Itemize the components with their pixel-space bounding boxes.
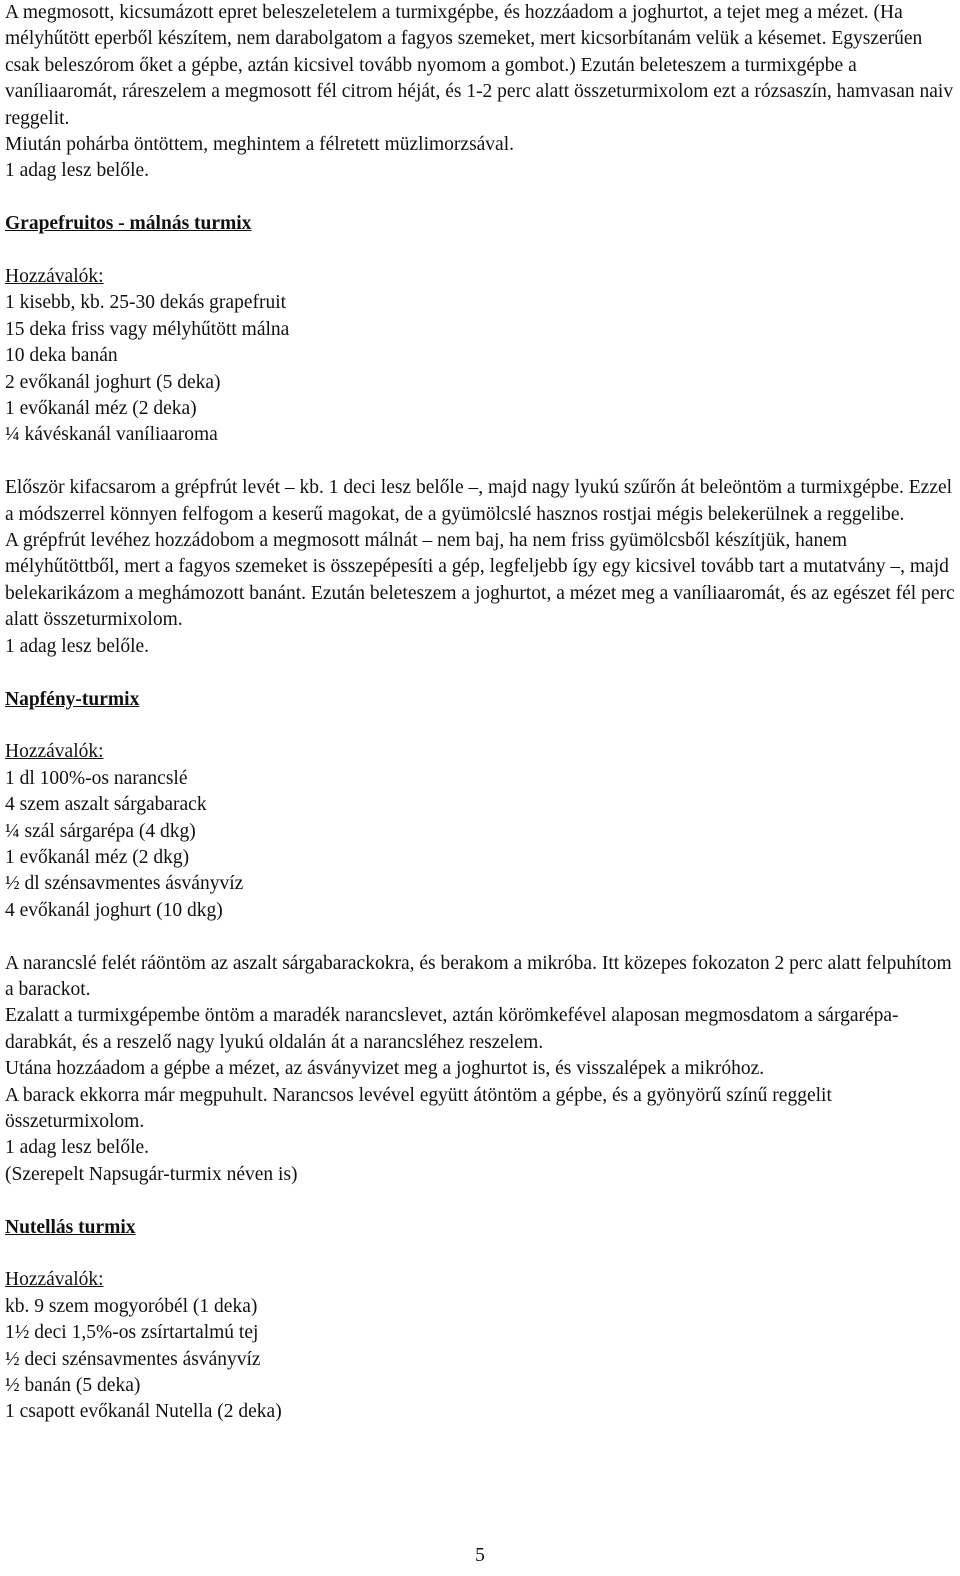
- ingredient-item: kb. 9 szem mogyoróbél (1 deka): [5, 1295, 258, 1317]
- intro-paragraph: Miután pohárba öntöttem, meghintem a félretett müzlimorzsával.: [5, 134, 515, 156]
- spacer: [5, 1188, 955, 1214]
- recipe-paragraph: 1 adag lesz belőle.: [5, 635, 150, 657]
- ingredients-label: Hozzávalók:: [5, 1269, 104, 1291]
- ingredient-item: 2 evőkanál joghurt (5 deka): [5, 371, 221, 393]
- spacer: [5, 449, 955, 475]
- intro-paragraph: A megmosott, kicsumázott epret beleszeletelem a turmixgépbe, és hozzáadom a joghurtot, a tejet meg a mézet. (Ha mélyhűtött eperből készítem, nem darabolgatom a fagyos szemeket, mert kicsorbítanám velük a késemet. Egyszerűen csak beleszórom őket a gépbe, aztán kicsivel tovább nyomom a gombot.) Ezután beleteszem a turmixgépbe a vaníliaaromát, ráreszelem a megmosott fél citrom héját, és 1-2 perc alatt összeturmixolom ezt a rózsaszín, hamvasan naiv reggelit.: [5, 2, 954, 129]
- ingredients-label: Hozzávalók:: [5, 266, 104, 288]
- recipe-nutella: [5, 1215, 955, 1426]
- recipe-title: Grapefruitos - málnás turmix: [5, 213, 252, 235]
- ingredient-item: 4 szem aszalt sárgabarack: [5, 794, 207, 816]
- spacer: [5, 1241, 955, 1267]
- recipe-paragraph: (Szerepelt Napsugár-turmix néven is): [5, 1163, 298, 1185]
- recipe-paragraph: A narancslé felét ráöntöm az aszalt sárgabarackokra, és berakom a mikróba. Itt közepes fokozaton 2 perc alatt felpuhítom a barackot.: [5, 952, 952, 1000]
- recipe-napfeny: [5, 687, 955, 1189]
- ingredient-item: 4 evőkanál joghurt (10 dkg): [5, 899, 223, 921]
- recipe-title: Napfény-turmix: [5, 688, 140, 710]
- ingredient-item: ¼ kávéskanál vaníliaaroma: [5, 424, 218, 446]
- spacer: [5, 660, 955, 686]
- ingredient-item: 1 dl 100%-os narancslé: [5, 767, 188, 789]
- ingredient-item: ½ banán (5 deka): [5, 1375, 141, 1396]
- intro-section: [5, 0, 955, 185]
- spacer: [5, 238, 955, 264]
- recipe-paragraph: A grépfrút levéhez hozzádobom a megmosott málnát – nem baj, ha nem friss gyümölcsből készítjük, hanem mélyhűtöttből, mert a fagyos szemeket is összepépesíti a gép, legfeljebb így egy kicsivel tovább tart a mutatvány –, majd belekarikázom a meghámozott banánt. Ezután beleteszem a joghurtot, a mézet meg a vaníliaaromát, és az egészet fél perc alatt összeturmixolom.: [5, 530, 955, 631]
- document-page: [5, 0, 955, 1426]
- page-number: 5: [475, 1545, 485, 1566]
- ingredient-item: 1 kisebb, kb. 25-30 dekás grapefruit: [5, 292, 287, 314]
- spacer: [5, 924, 955, 950]
- intro-paragraph: 1 adag lesz belőle.: [5, 160, 150, 182]
- ingredient-item: 1 evőkanál méz (2 dkg): [5, 846, 190, 868]
- ingredient-item: 1 csapott evőkanál Nutella (2 deka): [5, 1401, 282, 1423]
- spacer: [5, 713, 955, 739]
- ingredient-item: 1½ deci 1,5%-os zsírtartalmú tej: [5, 1322, 259, 1344]
- recipe-title: Nutellás turmix: [5, 1216, 136, 1238]
- ingredient-item: 10 deka banán: [5, 345, 118, 367]
- ingredient-item: ¼ szál sárgarépa (4 dkg): [5, 820, 196, 842]
- ingredient-item: ½ deci szénsavmentes ásványvíz: [5, 1348, 261, 1370]
- ingredients-label: Hozzávalók:: [5, 741, 104, 763]
- ingredient-item: ½ dl szénsavmentes ásványvíz: [5, 873, 244, 895]
- recipe-paragraph: Először kifacsarom a grépfrút levét – kb. 1 deci lesz belőle –, majd nagy lyukú szűrőn át beleöntöm a turmixgépbe. Ezzel a módszerrel könnyen felfogom a keserű magokat, de a gyümölcslé hasznos rostjai mégis belekerülnek a reggelibe.: [5, 477, 953, 525]
- recipe-grapefruit-raspberry: [5, 211, 955, 660]
- recipe-paragraph: 1 adag lesz belőle.: [5, 1137, 150, 1159]
- recipe-paragraph: A barack ekkorra már megpuhult. Narancsos levével együtt átöntöm a gépbe, és a gyönyörű színű reggelit összeturmixolom.: [5, 1084, 832, 1132]
- spacer: [5, 185, 955, 211]
- ingredient-item: 1 evőkanál méz (2 deka): [5, 398, 197, 420]
- recipe-paragraph: Ezalatt a turmixgépembe öntöm a maradék narancslevet, aztán körömkefével alaposan megmosdatom a sárgarépa-darabkát, és a reszelő nagy lyukú oldalán át a narancsléhez reszelem.: [5, 1005, 899, 1053]
- recipe-paragraph: Utána hozzáadom a gépbe a mézet, az ásványvizet meg a joghurtot is, és visszalépek a mikróhoz.: [5, 1058, 765, 1080]
- ingredient-item: 15 deka friss vagy mélyhűtött málna: [5, 318, 290, 340]
